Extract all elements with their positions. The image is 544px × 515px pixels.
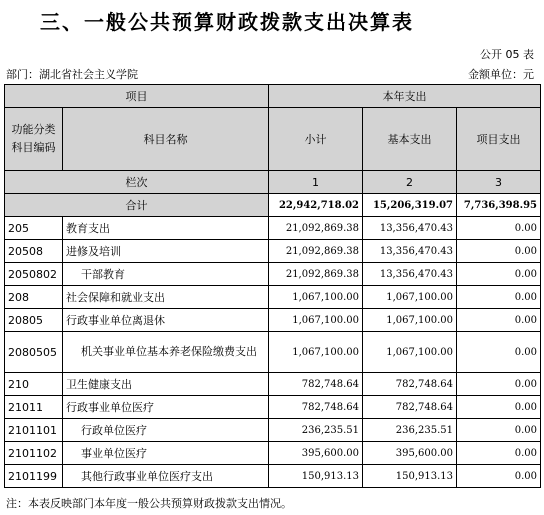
table-row [5,263,541,286]
table-row [5,419,541,442]
table-row [5,465,541,488]
row-basic: 236,235.51 [363,419,457,442]
expenditure-table [4,84,541,488]
row-name: 社会保障和就业支出 [63,286,269,309]
row-name: 行政单位医疗 [63,419,269,442]
row-subtotal: 1,067,100.00 [269,309,363,332]
table-row [5,332,541,373]
row-project: 0.00 [457,442,541,465]
table-row [5,442,541,465]
row-code: 210 [5,373,63,396]
row-basic: 150,913.13 [363,465,457,488]
row-subtotal: 782,748.64 [269,396,363,419]
row-code: 208 [5,286,63,309]
row-name: 卫生健康支出 [63,373,269,396]
row-code: 205 [5,217,63,240]
row-name: 进修及培训 [63,240,269,263]
row-basic: 13,356,470.43 [363,217,457,240]
row-project: 0.00 [457,240,541,263]
total-label: 合计 [5,194,269,217]
row-project: 0.00 [457,217,541,240]
table-row [5,396,541,419]
total-basic: 15,206,319.07 [363,194,457,217]
document-number: 公开 05 表 [480,48,534,61]
table-row [5,373,541,396]
row-basic: 1,067,100.00 [363,332,457,373]
header-row-columns [5,108,541,171]
row-code: 2101102 [5,442,63,465]
row-code: 2050802 [5,263,63,286]
row-code: 20508 [5,240,63,263]
row-project: 0.00 [457,263,541,286]
total-project: 7,736,398.95 [457,194,541,217]
department-label: 部门：湖北省社会主义学院 [6,68,138,81]
table-row [5,240,541,263]
row-project: 0.00 [457,286,541,309]
row-name: 教育支出 [63,217,269,240]
row-project: 0.00 [457,309,541,332]
row-name: 行政事业单位医疗 [63,396,269,419]
row-subtotal: 150,913.13 [269,465,363,488]
row-basic: 395,600.00 [363,442,457,465]
unit-label: 金额单位：元 [468,68,534,81]
row-name: 干部教育 [63,263,269,286]
row-subtotal: 21,092,869.38 [269,263,363,286]
header-basic: 基本支出 [363,108,457,171]
row-project: 0.00 [457,332,541,373]
row-subtotal: 395,600.00 [269,442,363,465]
total-row [5,194,541,217]
header-subtotal: 小计 [269,108,363,171]
row-name: 事业单位医疗 [63,442,269,465]
header-current-year: 本年支出 [269,85,541,108]
table-row [5,309,541,332]
row-name: 机关事业单位基本养老保险缴费支出 [63,332,269,373]
row-subtotal: 782,748.64 [269,373,363,396]
row-code: 2101199 [5,465,63,488]
row-project: 0.00 [457,419,541,442]
row-project: 0.00 [457,396,541,419]
header-item: 项目 [5,85,269,108]
row-name: 行政事业单位离退休 [63,309,269,332]
row-basic: 13,356,470.43 [363,240,457,263]
header-row-seq [5,171,541,194]
row-basic: 782,748.64 [363,373,457,396]
row-name: 其他行政事业单位医疗支出 [63,465,269,488]
row-code: 2080505 [5,332,63,373]
header-col-seq: 栏次 [5,171,269,194]
header-project: 项目支出 [457,108,541,171]
header-col3: 3 [457,171,541,194]
header-subject-name: 科目名称 [63,108,269,171]
row-basic: 782,748.64 [363,396,457,419]
row-basic: 1,067,100.00 [363,309,457,332]
header-col1: 1 [269,171,363,194]
row-code: 20805 [5,309,63,332]
footnote: 注：本表反映部门本年度一般公共预算财政拨款支出情况。 [6,497,292,510]
row-code: 21011 [5,396,63,419]
row-subtotal: 1,067,100.00 [269,332,363,373]
total-subtotal: 22,942,718.02 [269,194,363,217]
header-func-code: 功能分类科目编码 [5,108,63,171]
row-subtotal: 236,235.51 [269,419,363,442]
page-title: 三、一般公共预算财政拨款支出决算表 [40,10,414,34]
header-col2: 2 [363,171,457,194]
row-subtotal: 21,092,869.38 [269,217,363,240]
row-project: 0.00 [457,465,541,488]
table-row [5,286,541,309]
row-code: 2101101 [5,419,63,442]
row-basic: 13,356,470.43 [363,263,457,286]
header-row-group [5,85,541,108]
row-subtotal: 21,092,869.38 [269,240,363,263]
table-row [5,217,541,240]
row-subtotal: 1,067,100.00 [269,286,363,309]
row-basic: 1,067,100.00 [363,286,457,309]
row-project: 0.00 [457,373,541,396]
